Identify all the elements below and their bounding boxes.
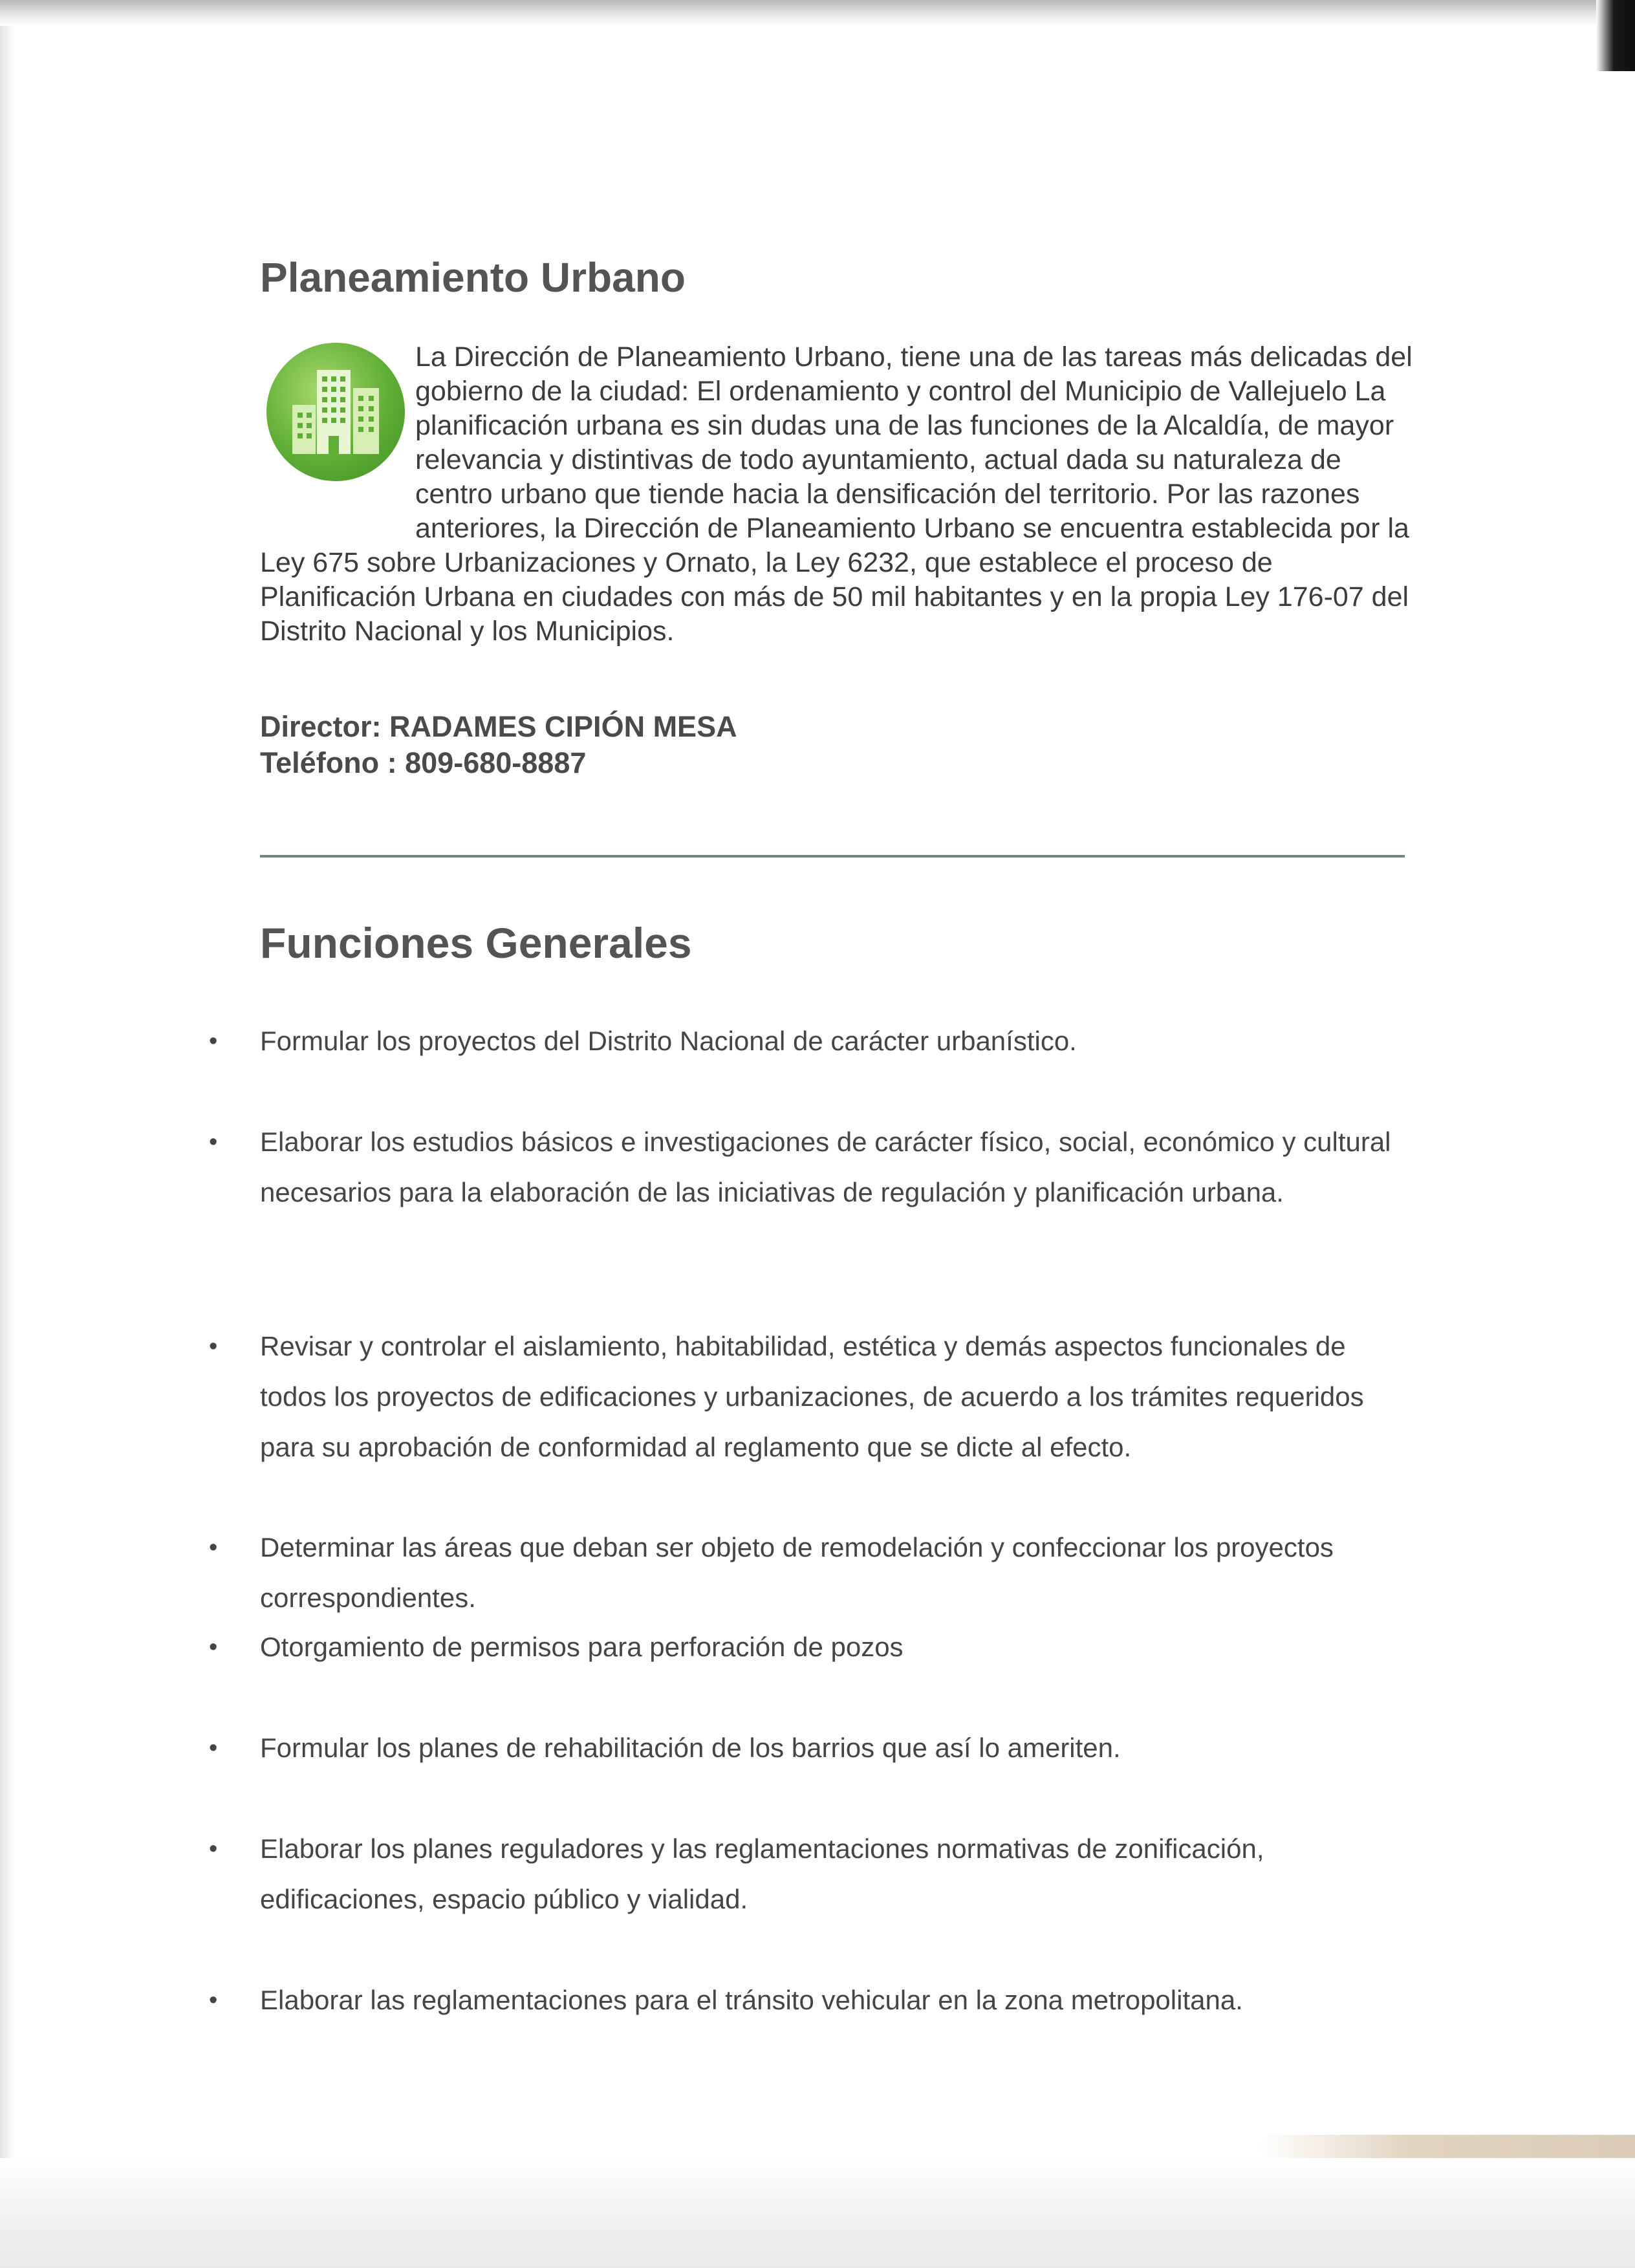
function-item <box>209 1723 1418 1773</box>
section-title: Planeamiento Urbano <box>260 254 686 301</box>
function-text: Otorgamiento de permisos para perforación de pozos <box>260 1632 904 1662</box>
scan-bottom-edge <box>0 2158 1635 2268</box>
bullet-icon: • <box>209 1987 218 2014</box>
bullet-icon: • <box>209 1634 218 1661</box>
function-item <box>209 1522 1418 1623</box>
scan-left-edge <box>0 26 14 2268</box>
intro-paragraph <box>260 340 1418 649</box>
bullet-icon: • <box>209 1534 218 1561</box>
function-text: Elaborar las reglamentaciones para el tránsito vehicular en la zona metropolitana. <box>260 1985 1243 2015</box>
function-text: Formular los planes de rehabilitación de los barrios que así lo ameriten. <box>260 1733 1121 1763</box>
function-text: Elaborar los planes reguladores y las reglamentaciones normativas de zonificación, edificaciones, espacio público y vialidad. <box>260 1833 1264 1914</box>
logo-spacer <box>260 340 415 515</box>
paper-stain <box>1260 2135 1635 2158</box>
function-text: Elaborar los estudios básicos e investigaciones de carácter físico, social, económico y cultural necesarios para la elaboración de las iniciativas de regulación y planificación urbana. <box>260 1127 1391 1207</box>
contact-block <box>260 709 737 781</box>
section-divider <box>260 855 1405 858</box>
scan-top-edge <box>0 0 1635 26</box>
function-item <box>209 1321 1418 1473</box>
function-text: Determinar las áreas que deban ser objeto de remodelación y confeccionar los proyectos correspondientes. <box>260 1532 1334 1613</box>
function-item <box>209 1975 1418 2025</box>
bullet-icon: • <box>209 1129 218 1156</box>
phone-line: Teléfono : 809-680-8887 <box>260 746 587 779</box>
bullet-icon: • <box>209 1734 218 1762</box>
bullet-icon: • <box>209 1028 218 1055</box>
function-text: Formular los proyectos del Distrito Nacional de carácter urbanístico. <box>260 1026 1077 1056</box>
scan-corner-shadow <box>1596 0 1635 71</box>
function-item <box>209 1824 1418 1925</box>
functions-title: Funciones Generales <box>260 919 692 967</box>
bullet-icon: • <box>209 1835 218 1863</box>
function-item <box>209 1622 1418 1672</box>
function-text: Revisar y controlar el aislamiento, habitabilidad, estética y demás aspectos funcionales de todos los proyectos de edificaciones y urbanizaciones, de acuerdo a los trámites requeridos para su aprobación de conformidad al reglamento que se dicte al efecto. <box>260 1331 1364 1462</box>
intro-text: La Dirección de Planeamiento Urbano, tiene una de las tareas más delicadas del gobierno de la ciudad: El ordenamiento y control del Municipio de Vallejuelo La planificación urbana es sin dudas una de las funciones de la Alcaldía, de mayor relevancia y distintivas de todo ayuntamiento, actual dada su naturaleza de centro urbano que tiende hacia la densificación del territorio. Por las razones anteriores, la Dirección de Planeamiento Urbano se encuentra establecida por la Ley 675 sobre Urbanizaciones y Ornato, la Ley 6232, que establece el proceso de Planificación Urbana en ciudades con más de 50 mil habitantes y en la propia Ley 176-07 del Distrito Nacional y los Municipios. <box>260 341 1413 647</box>
function-item <box>209 1117 1418 1218</box>
director-line: Director: RADAMES CIPIÓN MESA <box>260 710 737 743</box>
bullet-icon: • <box>209 1333 218 1360</box>
function-item <box>209 1016 1418 1066</box>
